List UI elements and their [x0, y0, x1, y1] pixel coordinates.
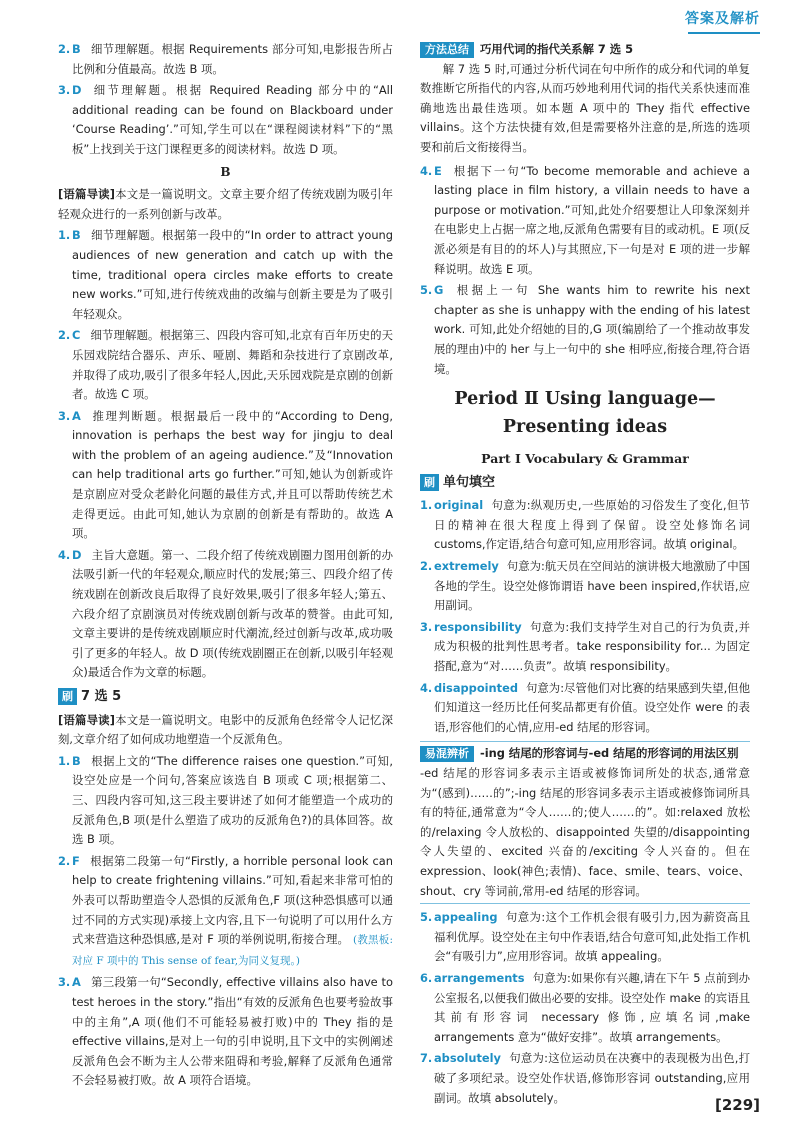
answer-item	[58, 407, 393, 544]
guide-label: [语篇导读]	[58, 712, 115, 727]
answer-word: absolutely	[434, 1051, 501, 1066]
answer-word: appealing	[434, 910, 498, 925]
guide-label: [语篇导读]	[58, 187, 115, 202]
section-tag-underline	[688, 32, 760, 34]
brush-badge: 刷	[58, 688, 77, 705]
guide-text: 本文是一篇说明文。电影中的反派角色经常令人记忆深刻,文章介绍了如何成功地塑造一个反派角色。	[58, 712, 393, 747]
answer-letter: A	[72, 975, 81, 990]
page-number: [229]	[714, 1096, 760, 1114]
question-number: 4.	[420, 680, 433, 695]
question-number: 7.	[420, 1051, 433, 1066]
guide-text: 本文是一篇说明文。文章主要介绍了传统戏剧为吸引年轻观众进行的一系列创新与改革。	[58, 187, 393, 221]
answer-word: extremely	[434, 559, 499, 574]
answer-item	[58, 326, 393, 404]
answer-letter: B	[72, 42, 81, 56]
passage-guide	[58, 711, 393, 750]
vocab-item	[420, 557, 750, 616]
question-number: 2.	[58, 853, 71, 868]
answer-explanation: 句意为:航天员在空间站的演讲极大地激励了中国各地的学生。设空处修饰谓语 have been inspired,作状语,应用副词。	[434, 559, 750, 613]
question-number: 1.	[420, 498, 433, 513]
method-title: 巧用代词的指代关系解 7 选 5	[480, 42, 634, 56]
question-number: 3.	[58, 975, 71, 990]
answer-item	[58, 752, 393, 850]
answer-explanation: 细节理解题。根据 Requirements 部分可知,电影报告所占比例和分值最高。故选 B 项。	[72, 42, 393, 76]
fill-blank-header	[420, 473, 750, 493]
answer-item	[58, 226, 393, 324]
vocab-item	[420, 969, 750, 1047]
note-label: 教黑板:	[357, 934, 393, 947]
answer-letter: A	[72, 408, 81, 423]
easy-confusion-head	[420, 744, 750, 764]
answer-explanation: 根据第二段第一句“Firstly, a horrible personal look can help to create frightening villains.”可知,看起来非常可怕的外表可以帮助塑造令人恐惧的反派角色,F 项(这种恐惧感可以通过不同的方式实现)承接上文内容,且下一句说明了可以用什么方式来营造这种恐惧感,是对 F 项的举例说明,衔接合理。	[72, 853, 393, 947]
vocab-item	[420, 1049, 750, 1108]
section-tag: 答案及解析	[685, 11, 760, 27]
answer-letter: C	[72, 328, 81, 343]
note-text: 对应 F 项中的 This sense of fear,为同义复现。	[72, 954, 296, 967]
answer-explanation: 句意为:如果你有兴趣,请在下午 5 点前到办公室报名,以便我们做出必要的安排。设空处作 make 的宾语且其前有形容词 necessary 修饰,应填名词,make arrangements 意为“做好安排”。故填 arrangements。	[434, 970, 750, 1044]
question-number: 2.	[58, 42, 71, 56]
seven-five-title: 7 选 5	[81, 689, 122, 704]
answer-explanation: 根据下一句“To become memorable and achieve a lasting place in film history, a villain needs to have a purpose or motivation.”可知,此处介绍要想让人印象深刻并在电影史上占据一席之地,反派角色需要有目的或动机。E 项(反派必须是有目的的坏人)与其照应,下一句是对 E 项的进一步解释说明。故选 E 项。	[434, 163, 750, 276]
method-summary-head	[420, 40, 750, 60]
easy-confusion-label: 易混辨析	[420, 746, 474, 762]
question-number: 1.	[58, 753, 71, 768]
vocab-item	[420, 679, 750, 738]
answer-item	[420, 281, 750, 379]
answer-letter: G	[434, 283, 444, 298]
answer-explanation: 句意为:这位运动员在决赛中的表现极为出色,打破了多项纪录。设空处作状语,修饰形容词 outstanding,应用副词。故填 absolutely。	[434, 1051, 750, 1105]
answer-item	[58, 973, 393, 1091]
vocab-item	[420, 618, 750, 677]
answer-explanation: 句意为:尽管他们对比赛的结果感到失望,但他们知道这一经历比任何奖品都更有价值。设空处作 were 的表语,形容他们的心情,应用-ed 结尾的形容词。	[434, 680, 750, 734]
question-number: 2.	[58, 328, 71, 343]
easy-confusion-box	[420, 741, 750, 904]
answer-explanation: 主旨大意题。第一、二段介绍了传统戏剧圈力图用创新的办法吸引新一代的年轻观众,顺应时代的发展;第三、四段介绍了传统戏剧在创新改良后取得了良好效果,吸引了很多年轻人;第五、六段介绍了京剧演员对传统戏剧创新与改革的赞誉。由此可知,文章主要讲的是传统戏剧顺应时代潮流,经过创新与改革,成功吸引了更多的年轻人。故 D 项(传统戏剧圈正在创新,以吸引年轻观众)最适合作为文章的标题。	[72, 547, 393, 680]
brush-badge: 刷	[420, 474, 439, 491]
easy-confusion-body: -ed 结尾的形容词多表示主语或被修饰词所处的状态,通常意为“(感到)……的”;-ing 结尾的形容词多表示主语或被修饰词所具有的特征,通常意为“令人……的;使人……的”。如:relaxed 放松的/relaxing 令人放松的、disappointed 失望的/disappointing 令人失望的、excited 兴奋的/exciting 令人兴奋的。但在 expression、look(神色;表情)、face、smile、tears、voice、shout、cry 等词前,常用-ed 结尾的形容词。	[420, 766, 750, 898]
answer-item	[58, 40, 393, 79]
answer-explanation: 细节理解题。根据第一段中的“In order to attract young audiences of new generation and catch up with the time, traditional opera circles make efforts to create new works.”可知,进行传统戏曲的改编与创新主要是为了吸引年轻观众。	[72, 228, 393, 321]
passage-letter: B	[220, 164, 231, 179]
answer-word: original	[434, 498, 484, 513]
blackboard-note: (教黑板:对应 F 项中的 This sense of fear,为同义复现。)	[72, 934, 393, 967]
part-title: Part Ⅰ Vocabulary & Grammar	[481, 451, 689, 467]
answer-word: responsibility	[434, 619, 522, 634]
question-number: 4.	[58, 547, 71, 562]
answer-explanation: 根据上文的“The difference raises one question.”可知,设空处应是一个问句,答案应该选自 B 项或 C 项;根据第二、三、四段内容可知,这三段主要讲述了如何才能塑造一个成功的反派角色,B 项(是什么塑造了成功的反派角色?)的具体回答。故选 B 项。	[72, 753, 393, 847]
answer-explanation: 句意为:我们支持学生对自己的行为负责,并成为积极的批判性思考者。take responsibility for... 为固定搭配,意为“对……负责”。故填 responsibility。	[434, 619, 750, 674]
easy-confusion-title: -ing 结尾的形容词与-ed 结尾的形容词的用法区别	[480, 746, 739, 761]
answer-item	[420, 162, 750, 280]
answer-explanation: 句意为:纵观历史,一些原始的习俗发生了变化,但节日的精神在很大程度上得到了保留。设空处修饰名词 customs,作定语,结合句意可知,应用形容词。故填 original。	[434, 498, 750, 552]
answer-explanation: 细节理解题。根据第三、四段内容可知,北京有百年历史的天乐园戏院结合器乐、声乐、哑剧、舞蹈和杂技进行了京剧改革,并取得了成功,吸引了很多年轻人,因此,天乐园戏院是京剧的创新者。故选 C 项。	[72, 328, 393, 402]
right-column	[420, 40, 750, 1110]
period-title: Period Ⅱ Using language—Presenting ideas	[454, 389, 716, 438]
answer-item	[58, 852, 393, 972]
question-number: 2.	[420, 559, 433, 574]
passage-guide	[58, 185, 393, 224]
vocab-item	[420, 496, 750, 555]
question-number: 3.	[58, 408, 71, 423]
question-number: 1.	[58, 228, 71, 243]
question-number: 3.	[58, 83, 71, 98]
question-number: 5.	[420, 910, 433, 925]
answer-explanation: 根据上一句 She wants him to rewrite his next chapter as she is unhappy with the ending of his latest work. 可知,此处介绍她的目的,G 项(编剧给了一个推动故事发展的理由)中的 her 与上一句中的 she 相呼应,衔接合理,符合语境。	[434, 283, 750, 376]
fill-blank-title: 单句填空	[443, 474, 496, 490]
answer-letter: B	[72, 753, 81, 768]
question-number: 3.	[420, 619, 433, 634]
question-number: 4.	[420, 163, 433, 178]
question-number: 5.	[420, 283, 433, 298]
answer-explanation: 第三段第一句“Secondly, effective villains also have to test heroes in the story.”指出“有效的反派角色也要考验故事中的主角”,A 项(他们不可能轻易被打败)中的 They 指的是 effective villains,是对上一句的引申说明,且下文中的实例阐述反派角色会不断为主人公带来阻碍和考验,解释了反派角色通常不会轻易被打败。故 A 项符合语境。	[72, 975, 393, 1088]
method-body: 解 7 选 5 时,可通过分析代词在句中所作的成分和代词的单复数推断它所指代的内容,从而巧妙地利用代词的指代关系快速而准确地选出最佳选项。如本题 A 项中的 They 指代 effective villains。这个方法快捷有效,但是需要格外注意的是,所选的选项要和前后文衔接得当。	[420, 61, 750, 154]
answer-letter: F	[72, 853, 80, 868]
answer-letter: D	[72, 547, 82, 562]
seven-five-header	[58, 687, 393, 707]
answer-letter: B	[72, 228, 81, 243]
left-column	[58, 40, 393, 1093]
answer-letter: D	[72, 83, 82, 98]
answer-explanation: 推理判断题。根据最后一段中的“According to Deng, innovation is perhaps the best way for jingju to deal with the problem of an ageing audience.”及“Innovation can help traditional arts go further.”可知,她认为创新或许是京剧应对受众老龄化问题的最佳方式,并且可以帮助传统艺术走得更远。由此可知,她认为京剧的创新是有帮助的。故选 A 项。	[72, 408, 393, 541]
vocab-item	[420, 908, 750, 967]
answer-word: disappointed	[434, 680, 518, 695]
answer-letter: E	[434, 163, 442, 178]
answer-word: arrangements	[434, 970, 525, 985]
method-summary	[420, 40, 750, 158]
answer-item	[58, 81, 393, 159]
question-number: 6.	[420, 970, 433, 985]
method-label: 方法总结	[420, 42, 474, 58]
answer-explanation: 细节理解题。根据 Required Reading 部分中的“All additional reading can be found on Blackboard under ‘Course Reading’.”可知,学生可以在“课程阅读材料”下的“黑板”上找到关于这门课程更多的阅读材料。故选 D 项。	[72, 83, 393, 156]
answer-explanation: 句意为:这个工作机会很有吸引力,因为薪资高且福利优厚。设空处在主句中作表语,结合句意可知,此处指工作机会“有吸引力”,应用形容词。故填 appealing。	[434, 910, 750, 964]
answer-item	[58, 546, 393, 683]
